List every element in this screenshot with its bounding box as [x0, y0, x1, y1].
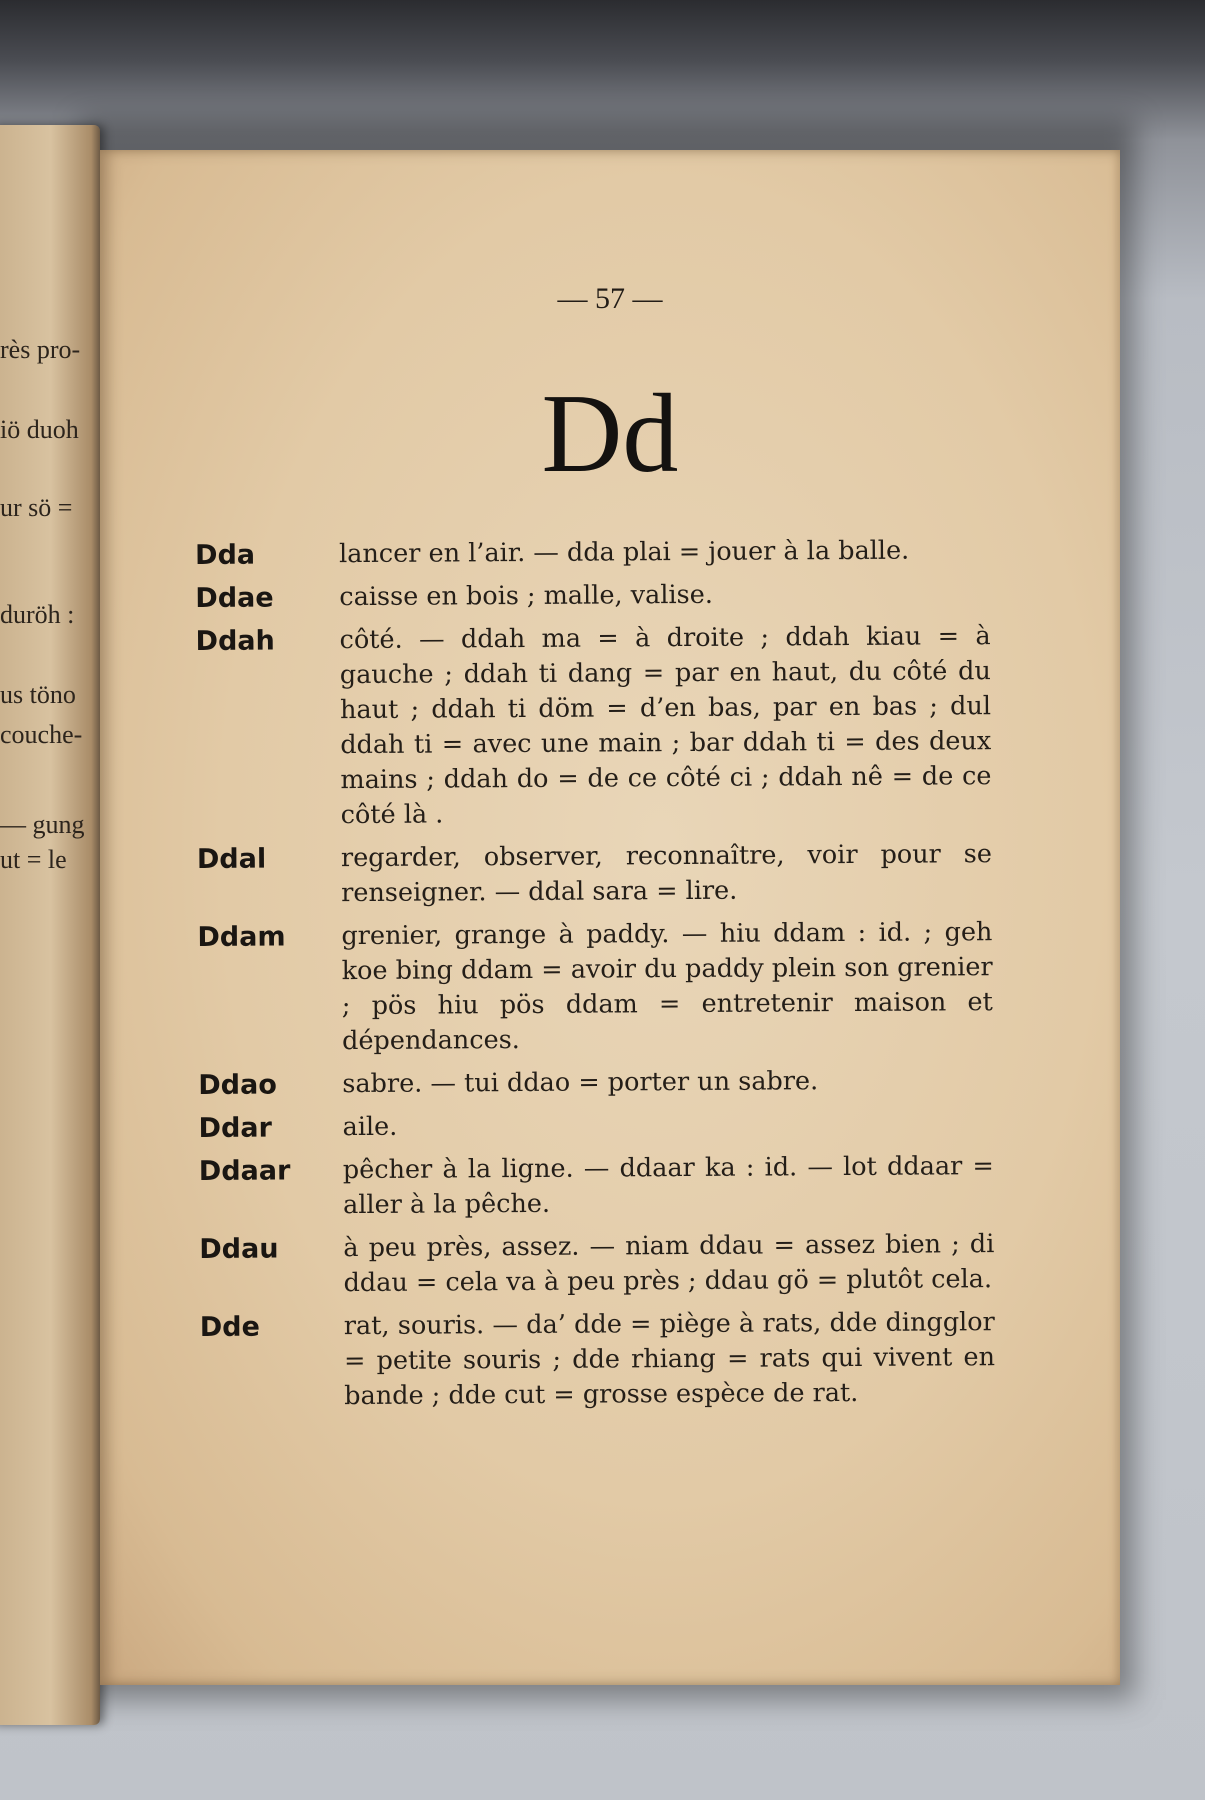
left-page-fragment: iö duoh [0, 415, 79, 444]
left-page-fragment: us töno [0, 680, 76, 709]
dictionary-entry [199, 1149, 994, 1224]
entry-definition: côté. — ddah ma = à droite ; ddah kiau = à gauche ; ddah ti dang = par en haut, du côté du haut ; ddah ti döm = d’en bas, par en bas ; dul ddah ti = avec une main ; bar ddah ti = des deux mains ; ddah do = de ce côté ci ; ddah nê = de ce côté là . [339, 621, 992, 831]
entry-definition: caisse en bois ; malle, valise. [339, 579, 714, 613]
dictionary-page [100, 150, 1120, 1685]
entry-definition: regarder, observer, reconnaître, voir pour se renseigner. — ddal sara = lire. [340, 839, 993, 909]
dictionary-entry [198, 1063, 993, 1103]
entry-definition: grenier, grange à paddy. — hiu ddam : id. ; geh koe bing ddam = avoir du paddy plein son grenier ; pös hiu pös ddam = entretenir maison et dépendances. [341, 917, 993, 1057]
left-page-fragment: — gung [0, 810, 85, 839]
entry-headword: Ddam [197, 921, 286, 953]
dictionary-entry [195, 533, 990, 573]
entry-headword: Ddar [198, 1112, 272, 1144]
entry-headword: Dda [195, 539, 256, 571]
dictionary-entry [196, 619, 992, 834]
dictionary-entry [199, 1106, 994, 1146]
dictionary-entry [197, 837, 992, 912]
entry-headword: Dde [199, 1311, 260, 1343]
letter-heading: Dd [541, 372, 679, 496]
entry-definition: pêcher à la ligne. — ddaar ka : id. — lot ddaar = aller à la pêche. [342, 1151, 994, 1221]
entry-definition: lancer en l’air. — dda plai = jouer à la balle. [339, 535, 910, 570]
left-page-fragment: rès pro- [0, 335, 81, 364]
left-page-fragment: ur sö = [0, 493, 73, 522]
left-page-fragment: ut = le [0, 845, 67, 874]
entry-headword: Ddal [196, 843, 267, 875]
dictionary-entry [195, 576, 990, 616]
entry-headword: Ddau [199, 1233, 279, 1265]
entry-definition: sabre. — tui ddao = porter un sabre. [342, 1066, 819, 1100]
entry-definition: aile. [342, 1111, 398, 1143]
dictionary-entry [200, 1305, 996, 1415]
dictionary-entry [199, 1227, 994, 1302]
entry-definition: rat, souris. — da’ dde = piège à rats, dde dingglor = petite souris ; dde rhiang = rats qui vivent en bande ; dde cut = grosse espèce de rat. [343, 1307, 996, 1412]
entry-headword: Ddao [198, 1069, 277, 1101]
entry-list [195, 533, 995, 1423]
dictionary-entry [197, 915, 993, 1060]
left-page-fragment: duröh : [0, 600, 75, 629]
entry-headword: Ddae [195, 582, 274, 614]
entry-definition: à peu près, assez. — niam ddau = assez bien ; di ddau = cela va à peu près ; ddau gö = plutôt cela. [343, 1229, 995, 1299]
page-number: — 57 — [557, 282, 663, 315]
left-page-fragment: couche- [0, 720, 83, 749]
left-page-edge [0, 125, 100, 1725]
entry-headword: Ddah [195, 625, 275, 657]
entry-headword: Ddaar [198, 1155, 291, 1187]
